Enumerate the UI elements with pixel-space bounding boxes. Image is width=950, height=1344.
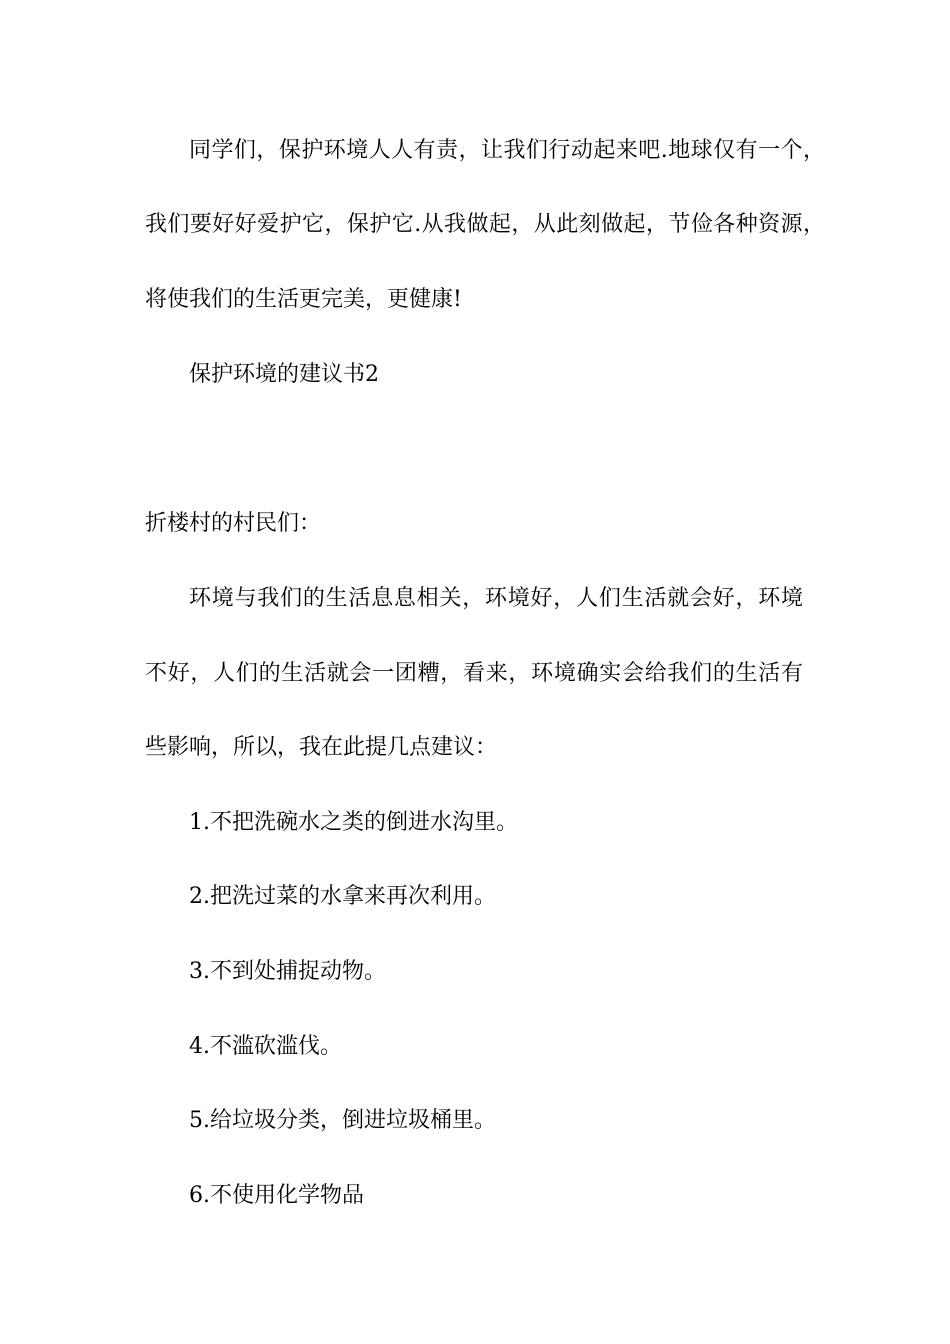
list-item: 5.给垃圾分类，倒进垃圾桶里。 xyxy=(189,1108,496,1133)
paragraph-line: 些影响，所以，我在此提几点建议： xyxy=(145,735,498,760)
list-item: 6.不使用化学物品 xyxy=(189,1183,364,1208)
list-item: 2.把洗过菜的水拿来再次利用。 xyxy=(189,884,496,909)
paragraph-line: 环境与我们的生活息息相关，环境好，人们生活就会好，环境 xyxy=(189,586,803,611)
paragraph-line: 将使我们的生活更完美，更健康! xyxy=(145,287,462,312)
list-item: 1.不把洗碗水之类的倒进水沟里。 xyxy=(189,810,518,835)
section-heading: 保护环境的建议书2 xyxy=(189,362,379,387)
paragraph-line: 不好，人们的生活就会一团糟，看来，环境确实会给我们的生活有 xyxy=(145,661,803,686)
list-item: 3.不到处捕捉动物。 xyxy=(189,959,386,984)
paragraph-line: 我们要好好爱护它，保护它.从我做起，从此刻做起，节俭各种资源， xyxy=(145,212,825,237)
salutation: 折楼村的村民们： xyxy=(145,511,322,536)
list-item: 4.不滥砍滥伐。 xyxy=(189,1034,342,1059)
paragraph-line: 同学们，保护环境人人有责，让我们行动起来吧.地球仅有一个， xyxy=(189,138,825,163)
